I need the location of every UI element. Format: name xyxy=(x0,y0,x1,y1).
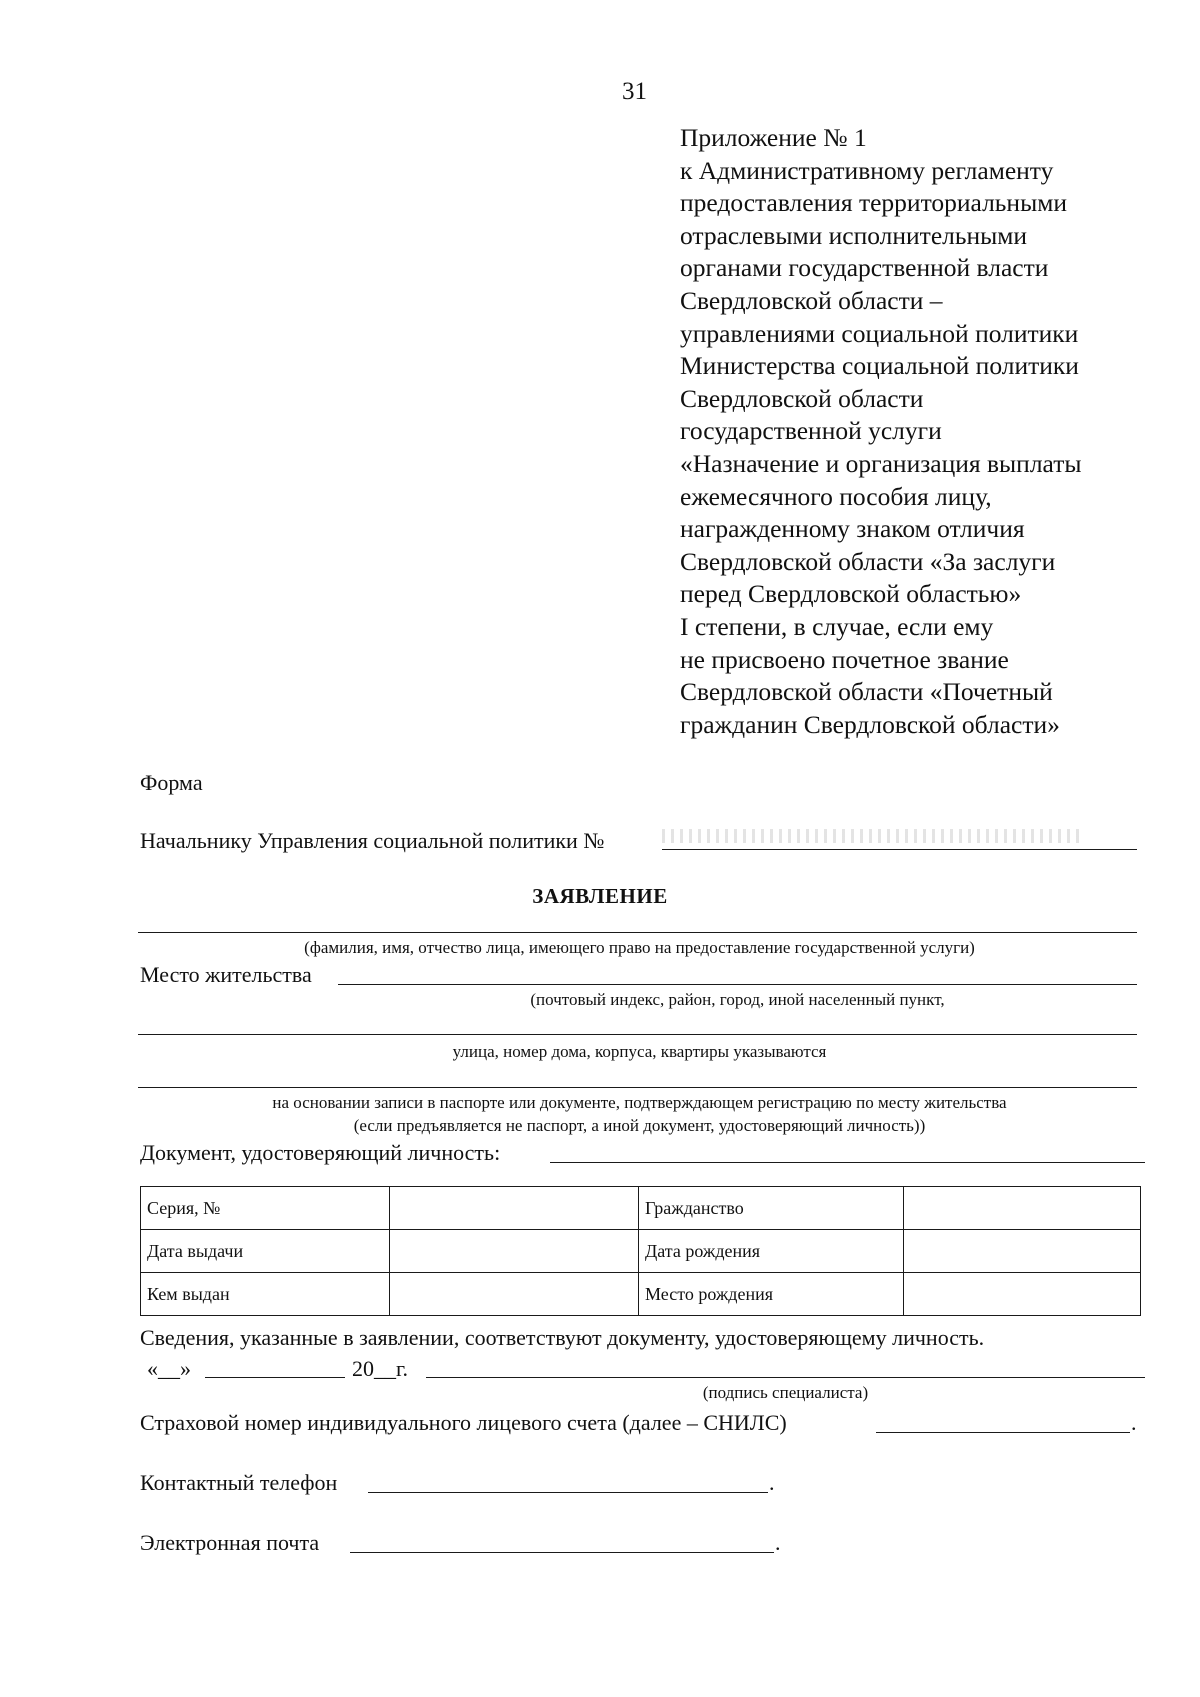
cell-value[interactable] xyxy=(904,1187,1141,1230)
cell-label: Серия, № xyxy=(141,1187,390,1230)
cell-value[interactable] xyxy=(904,1273,1141,1316)
page-number: 31 xyxy=(622,78,647,105)
appendix-line: Министерства социальной политики xyxy=(680,351,1079,381)
day-blank[interactable]: __ xyxy=(158,1356,180,1381)
appendix-line: Приложение № 1 xyxy=(680,123,867,152)
signature-caption: (подпись специалиста) xyxy=(702,1383,869,1402)
id-details-table xyxy=(140,1186,1141,1316)
snils-label: Страховой номер индивидуального лицевого счета (далее – СНИЛС) xyxy=(140,1410,787,1435)
appendix-line: ежемесячного пособия лицу, xyxy=(680,481,992,511)
cell-label: Место рождения xyxy=(639,1273,904,1316)
year-suffix: г. xyxy=(396,1356,409,1381)
appendix-header xyxy=(680,122,1082,741)
residence-field-3[interactable] xyxy=(138,1087,1137,1088)
confirmation-text: Сведения, указанные в заявлении, соответствуют документу, удостоверяющему личность. xyxy=(140,1325,985,1350)
page-title: ЗАЯВЛЕНИЕ xyxy=(532,884,668,908)
appendix-line: органами государственной власти xyxy=(680,253,1049,283)
appendix-line: Свердловской области «Почетный xyxy=(680,677,1053,707)
table-row xyxy=(141,1187,1141,1230)
appendix-line: награжденному знаком отличия xyxy=(680,514,1025,544)
appendix-line: Свердловской области – xyxy=(680,285,943,315)
cell-label: Дата выдачи xyxy=(141,1230,390,1273)
phone-period: . xyxy=(769,1470,775,1495)
appendix-line: перед Свердловской областью» xyxy=(680,579,1022,609)
table-row xyxy=(141,1273,1141,1316)
open-quote: « xyxy=(147,1356,158,1381)
fio-caption: (фамилия, имя, отчество лица, имеющего право на предоставление государственной услуги) xyxy=(304,938,975,957)
residence-field-1[interactable] xyxy=(338,984,1137,985)
cell-label: Дата рождения xyxy=(639,1230,904,1273)
appendix-line: I степени, в случае, если ему xyxy=(680,611,994,641)
year-prefix: 20 xyxy=(352,1356,374,1381)
snils-period: . xyxy=(1131,1410,1137,1435)
cell-value[interactable] xyxy=(904,1230,1141,1273)
addressee-label: Начальнику Управления социальной политики № xyxy=(140,828,605,853)
year-line xyxy=(352,1356,408,1382)
close-quote: » xyxy=(180,1356,191,1381)
appendix-line: управлениями социальной политики xyxy=(680,318,1079,348)
appendix-line: Свердловской области xyxy=(680,383,924,413)
residence-label: Место жительства xyxy=(140,962,312,987)
residence-caption-3b: (если предъявляется не паспорт, а иной документ, удостоверяющий личность)) xyxy=(353,1116,926,1135)
appendix-line: Свердловской области «За заслуги xyxy=(680,546,1056,576)
residence-caption-2: улица, номер дома, корпуса, квартиры указываются xyxy=(452,1042,827,1061)
addressee-field[interactable] xyxy=(662,849,1137,850)
residence-caption-3a: на основании записи в паспорте или документе, подтверждающем регистрацию по месту жительства xyxy=(272,1093,1007,1112)
appendix-line: предоставления территориальными xyxy=(680,188,1067,218)
appendix-line: отраслевыми исполнительными xyxy=(680,220,1028,250)
id-document-label: Документ, удостоверяющий личность: xyxy=(140,1140,501,1165)
fio-field[interactable] xyxy=(138,932,1137,933)
year-blank[interactable]: __ xyxy=(374,1356,396,1381)
cell-value[interactable] xyxy=(390,1230,639,1273)
email-label: Электронная почта xyxy=(140,1530,320,1555)
cell-label: Кем выдан xyxy=(141,1273,390,1316)
appendix-line: не присвоено почетное звание xyxy=(680,644,1009,674)
email-field[interactable] xyxy=(350,1552,774,1553)
cell-value[interactable] xyxy=(390,1187,639,1230)
table-row xyxy=(141,1230,1141,1273)
residence-caption-1: (почтовый индекс, район, город, иной населенный пункт, xyxy=(530,990,945,1009)
date-line xyxy=(147,1356,191,1382)
snils-field[interactable] xyxy=(876,1432,1130,1433)
residence-field-2[interactable] xyxy=(138,1034,1137,1035)
phone-field[interactable] xyxy=(368,1492,768,1493)
phone-label: Контактный телефон xyxy=(140,1470,338,1495)
specialist-signature-field[interactable] xyxy=(426,1377,1145,1378)
appendix-line: государственной услуги xyxy=(680,416,942,446)
appendix-line: «Назначение и организация выплаты xyxy=(680,448,1082,478)
cell-label: Гражданство xyxy=(639,1187,904,1230)
month-field[interactable] xyxy=(205,1377,345,1378)
form-label: Форма xyxy=(140,770,203,795)
id-document-field[interactable] xyxy=(550,1162,1145,1163)
scan-noise xyxy=(662,829,1082,843)
email-period: . xyxy=(775,1530,781,1555)
appendix-line: к Административному регламенту xyxy=(680,155,1054,185)
appendix-line: гражданин Свердловской области» xyxy=(680,709,1060,739)
cell-value[interactable] xyxy=(390,1273,639,1316)
